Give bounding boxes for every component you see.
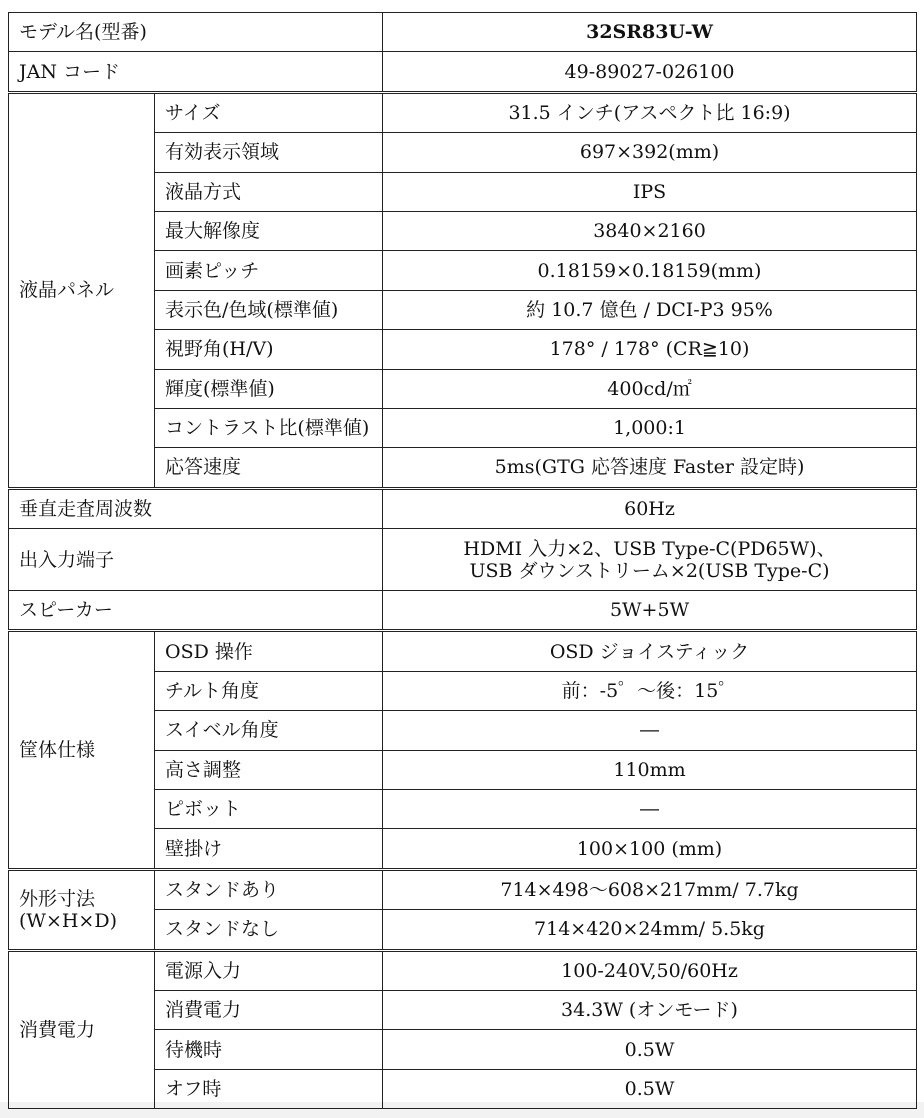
row-value: 100-240V,50/60Hz	[383, 950, 917, 990]
vertical-frequency-value: 60Hz	[383, 488, 917, 528]
io-value-line2: USB ダウンストリーム×2(USB Type-C)	[469, 559, 830, 582]
row-value: 3840×2160	[383, 211, 917, 250]
row-label: 最大解像度	[155, 211, 383, 250]
row-label: 輝度(標準値)	[155, 369, 383, 408]
dimensions-label-line1: 外形寸法	[19, 887, 96, 910]
io-label: 出入力端子	[9, 529, 383, 591]
row-label: 液晶方式	[155, 172, 383, 211]
row-label: オフ時	[155, 1069, 383, 1108]
row-value: 110mm	[383, 750, 917, 789]
row-label: サイズ	[155, 92, 383, 132]
row-label: 電源入力	[155, 950, 383, 990]
row-label: 視野角(H/V)	[155, 330, 383, 369]
row-label: ピボット	[155, 790, 383, 829]
row-value: 178° / 178° (CR≧10)	[383, 330, 917, 369]
jan-value: 49-89027-026100	[383, 52, 917, 92]
row-label: 壁掛け	[155, 829, 383, 869]
row-label: コントラスト比(標準値)	[155, 408, 383, 447]
speaker-label: スピーカー	[9, 591, 383, 631]
panel-group-label: 液晶パネル	[9, 92, 155, 488]
model-value: 32SR83U-W	[383, 13, 917, 52]
row-label: OSD 操作	[155, 631, 383, 671]
row-value: 0.18159×0.18159(mm)	[383, 251, 917, 290]
row-value: 0.5W	[383, 1069, 917, 1108]
row-value: 前：-5゜～後：15゜	[383, 671, 917, 710]
row-label: 消費電力	[155, 990, 383, 1029]
io-value-line1: HDMI 入力×2、USB Type-C(PD65W)、	[463, 537, 836, 560]
row-value: 697×392(mm)	[383, 133, 917, 172]
row-value: 714×498～608×217mm/ 7.7kg	[383, 869, 917, 909]
io-value	[383, 529, 917, 591]
row-value: IPS	[383, 172, 917, 211]
row-label: 待機時	[155, 1030, 383, 1069]
row-value: 約 10.7 億色 / DCI-P3 95%	[383, 290, 917, 329]
row-label: 高さ調整	[155, 750, 383, 789]
row-label: チルト角度	[155, 671, 383, 710]
row-model	[9, 13, 917, 52]
row-value: 31.5 インチ(アスペクト比 16:9)	[383, 92, 917, 132]
row-value: 714×420×24mm/ 5.5kg	[383, 910, 917, 950]
row-value: 34.3W (オンモード)	[383, 990, 917, 1029]
row-power-input	[9, 950, 917, 990]
row-value: 400cd/㎡	[383, 369, 917, 408]
row-vertical-frequency	[9, 488, 917, 528]
row-chassis-osd	[9, 631, 917, 671]
row-value: OSD ジョイスティック	[383, 631, 917, 671]
chassis-group-label: 筐体仕様	[9, 631, 155, 869]
speaker-value: 5W+5W	[383, 591, 917, 631]
row-value: 100×100 (mm)	[383, 829, 917, 869]
row-value: 5ms(GTG 応答速度 Faster 設定時)	[383, 448, 917, 488]
row-label: 有効表示領域	[155, 133, 383, 172]
row-speaker	[9, 591, 917, 631]
row-value: ―	[383, 790, 917, 829]
model-label: モデル名(型番)	[9, 13, 383, 52]
row-value: 1,000:1	[383, 408, 917, 447]
row-value: ―	[383, 711, 917, 750]
row-dimensions-with-stand	[9, 869, 917, 909]
row-label: スイベル角度	[155, 711, 383, 750]
power-group-label: 消費電力	[9, 950, 155, 1109]
row-label: スタンドなし	[155, 910, 383, 950]
row-io	[9, 529, 917, 591]
vertical-frequency-label: 垂直走査周波数	[9, 488, 383, 528]
dimensions-label-line2: (W×H×D)	[19, 909, 117, 932]
row-jan	[9, 52, 917, 92]
row-label: 画素ピッチ	[155, 251, 383, 290]
row-label: 応答速度	[155, 448, 383, 488]
row-panel-size	[9, 92, 917, 132]
row-value: 0.5W	[383, 1030, 917, 1069]
row-label: スタンドあり	[155, 869, 383, 909]
row-label: 表示色/色域(標準値)	[155, 290, 383, 329]
jan-label: JAN コード	[9, 52, 383, 92]
spec-table	[8, 12, 917, 1109]
dimensions-group-label	[9, 869, 155, 950]
